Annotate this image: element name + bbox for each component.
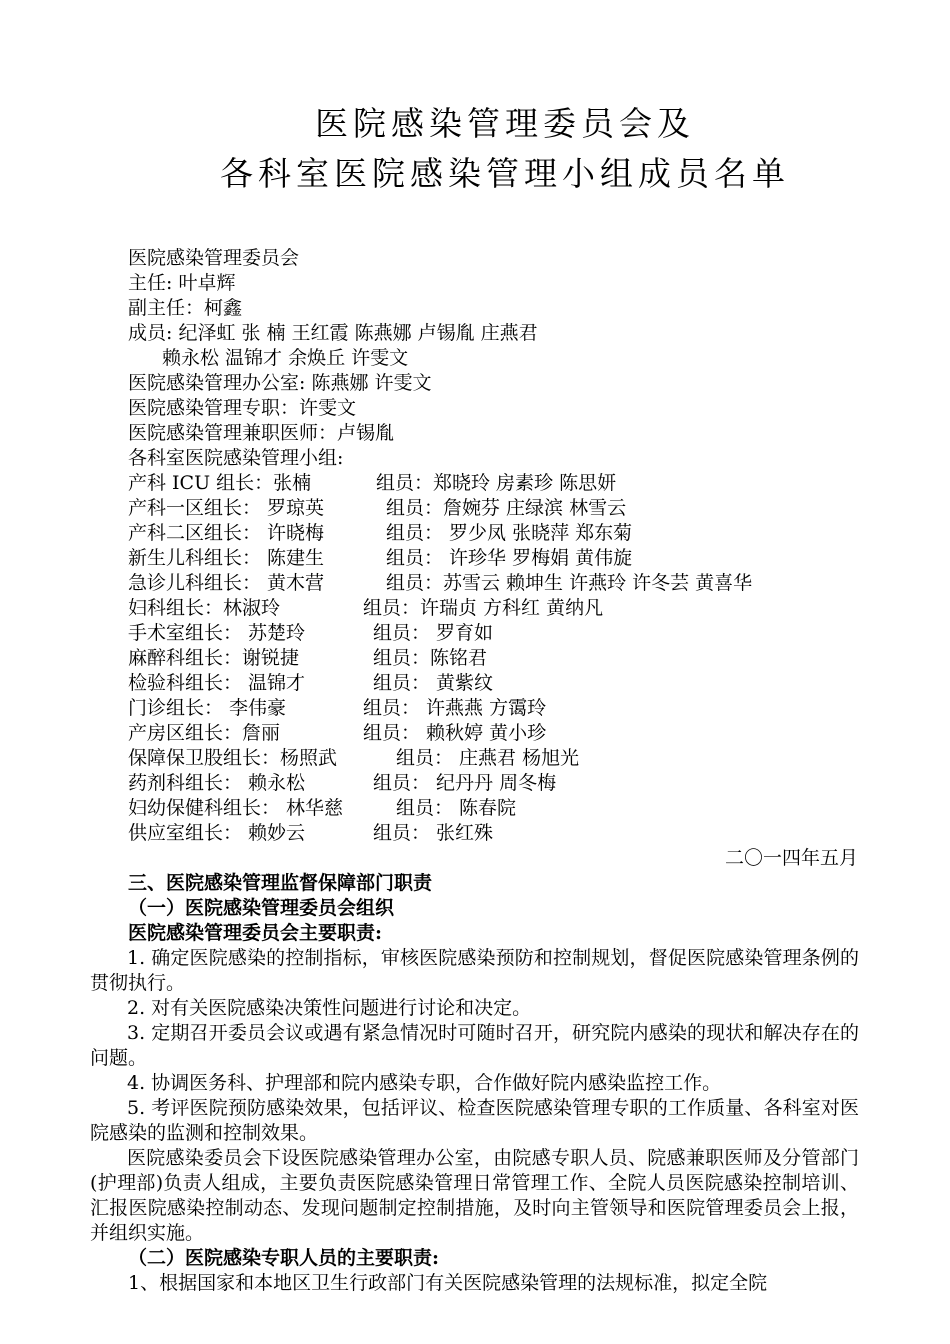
group-row <box>128 796 517 820</box>
duty-item: 5. 考评医院预防感染效果，包括评议、检查医院感染管理专职的工作质量、各科室对医院感染的监测和控制效果。 <box>90 1097 859 1144</box>
group-row <box>128 471 617 495</box>
section-heading: 三、医院感染管理监督保障部门职责 <box>128 872 433 894</box>
group-row <box>128 496 627 520</box>
infection-office: 医院感染管理办公室: 陈燕娜 许雯文 <box>128 372 432 394</box>
office-paragraph: 医院感染委员会下设医院感染管理办公室，由院感专职人员、院感兼职医师及分管部门(护理部)负责人组成，主要负责医院感染管理日常管理工作、全院人员医院感染控制培训、汇报医院感染控制动态、发现问题制定控制措施，及时向主管领导和医院管理委员会上报，并组织实施。 <box>90 1147 859 1244</box>
group-members: 组员：郑晓玲 房素珍 陈思妍 <box>376 472 617 494</box>
group-leader: 产房区组长：詹丽 <box>128 722 281 744</box>
fulltime-staff: 医院感染管理专职：许雯文 <box>128 397 357 419</box>
group-members: 组员：许瑞贞 方科红 黄纳凡 <box>363 597 604 619</box>
group-members: 组员： 许珍华 罗梅娟 黄伟旋 <box>386 547 633 569</box>
group-members: 组员： 黄紫纹 <box>373 672 494 694</box>
group-leader: 产科二区组长： 许晓梅 <box>128 522 325 544</box>
fulltime-duty-item: 1、根据国家和本地区卫生行政部门有关医院感染管理的法规标准，拟定全院 <box>128 1272 768 1294</box>
subsection-heading: （二）医院感染专职人员的主要职责: <box>128 1247 440 1269</box>
group-row <box>128 521 633 545</box>
duty-item: 4. 协调医务科、护理部和院内感染专职，合作做好院内感染监控工作。 <box>127 1072 722 1094</box>
group-row <box>128 721 547 745</box>
group-leader: 急诊儿科组长： 黄木营 <box>128 572 325 594</box>
group-leader: 药剂科组长： 赖永松 <box>128 772 306 794</box>
group-row <box>128 821 494 845</box>
group-leader: 供应室组长： 赖妙云 <box>128 822 306 844</box>
duties-heading: 医院感染管理委员会主要职责: <box>128 922 383 944</box>
group-row <box>128 671 494 695</box>
group-members: 组员：陈铭君 <box>373 647 488 669</box>
group-leader: 门诊组长： 李伟豪 <box>128 697 287 719</box>
group-leader: 妇幼保健科组长： 林华慈 <box>128 797 344 819</box>
groups-heading: 各科室医院感染管理小组: <box>128 447 344 469</box>
committee-deputy: 副主任：柯鑫 <box>128 297 243 319</box>
group-members: 组员：詹婉芬 庄绿滨 林雪云 <box>386 497 627 519</box>
committee-members-line-2: 赖永松 温锦才 余焕丘 许雯文 <box>162 347 409 369</box>
document-date: 二〇一四年五月 <box>724 847 858 869</box>
committee-director: 主任: 叶卓辉 <box>128 272 236 294</box>
group-leader: 妇科组长：林淑玲 <box>128 597 281 619</box>
group-members: 组员： 张红殊 <box>373 822 494 844</box>
document-title-line-2: 各科室医院感染管理小组成员名单 <box>220 154 790 193</box>
group-members: 组员： 庄燕君 杨旭光 <box>396 747 580 769</box>
group-leader: 保障保卫股组长：杨照武 <box>128 747 338 769</box>
group-members: 组员： 罗育如 <box>373 622 494 644</box>
group-leader: 新生儿科组长： 陈建生 <box>128 547 325 569</box>
group-row <box>128 696 547 720</box>
committee-members-line-1: 成员: 纪泽虹 张 楠 王红霞 陈燕娜 卢锡胤 庄燕君 <box>128 322 538 344</box>
group-members: 组员： 罗少凤 张晓萍 郑东菊 <box>386 522 633 544</box>
group-row <box>128 546 633 570</box>
group-leader: 麻醉科组长：谢锐捷 <box>128 647 300 669</box>
document-title-line-1: 医院感染管理委员会及 <box>315 104 695 143</box>
group-row <box>128 771 557 795</box>
group-leader: 产科一区组长： 罗琼英 <box>128 497 325 519</box>
group-row <box>128 746 580 770</box>
group-members: 组员： 陈春院 <box>396 797 517 819</box>
group-leader: 检验科组长： 温锦才 <box>128 672 306 694</box>
group-members: 组员：苏雪云 赖坤生 许燕玲 许冬芸 黄喜华 <box>386 572 753 594</box>
group-row <box>128 596 604 620</box>
subsection-heading: （一）医院感染管理委员会组织 <box>128 897 395 919</box>
duty-item: 1. 确定医院感染的控制指标，审核医院感染预防和控制规划，督促医院感染管理条例的贯彻执行。 <box>90 947 859 994</box>
duty-item: 3. 定期召开委员会议或遇有紧急情况时可随时召开，研究院内感染的现状和解决存在的问题。 <box>90 1022 859 1069</box>
group-row <box>128 621 494 645</box>
committee-name: 医院感染管理委员会 <box>128 247 300 269</box>
group-row <box>128 646 488 670</box>
duty-item: 2. 对有关医院感染决策性问题进行讨论和决定。 <box>127 997 532 1019</box>
group-members: 组员： 许燕燕 方霭玲 <box>363 697 547 719</box>
group-leader: 产科 ICU 组长：张楠 <box>128 472 312 494</box>
group-row <box>128 571 753 595</box>
parttime-physician: 医院感染管理兼职医师：卢锡胤 <box>128 422 395 444</box>
group-members: 组员： 赖秋婷 黄小珍 <box>363 722 547 744</box>
group-members: 组员： 纪丹丹 周冬梅 <box>373 772 557 794</box>
group-leader: 手术室组长： 苏楚玲 <box>128 622 306 644</box>
